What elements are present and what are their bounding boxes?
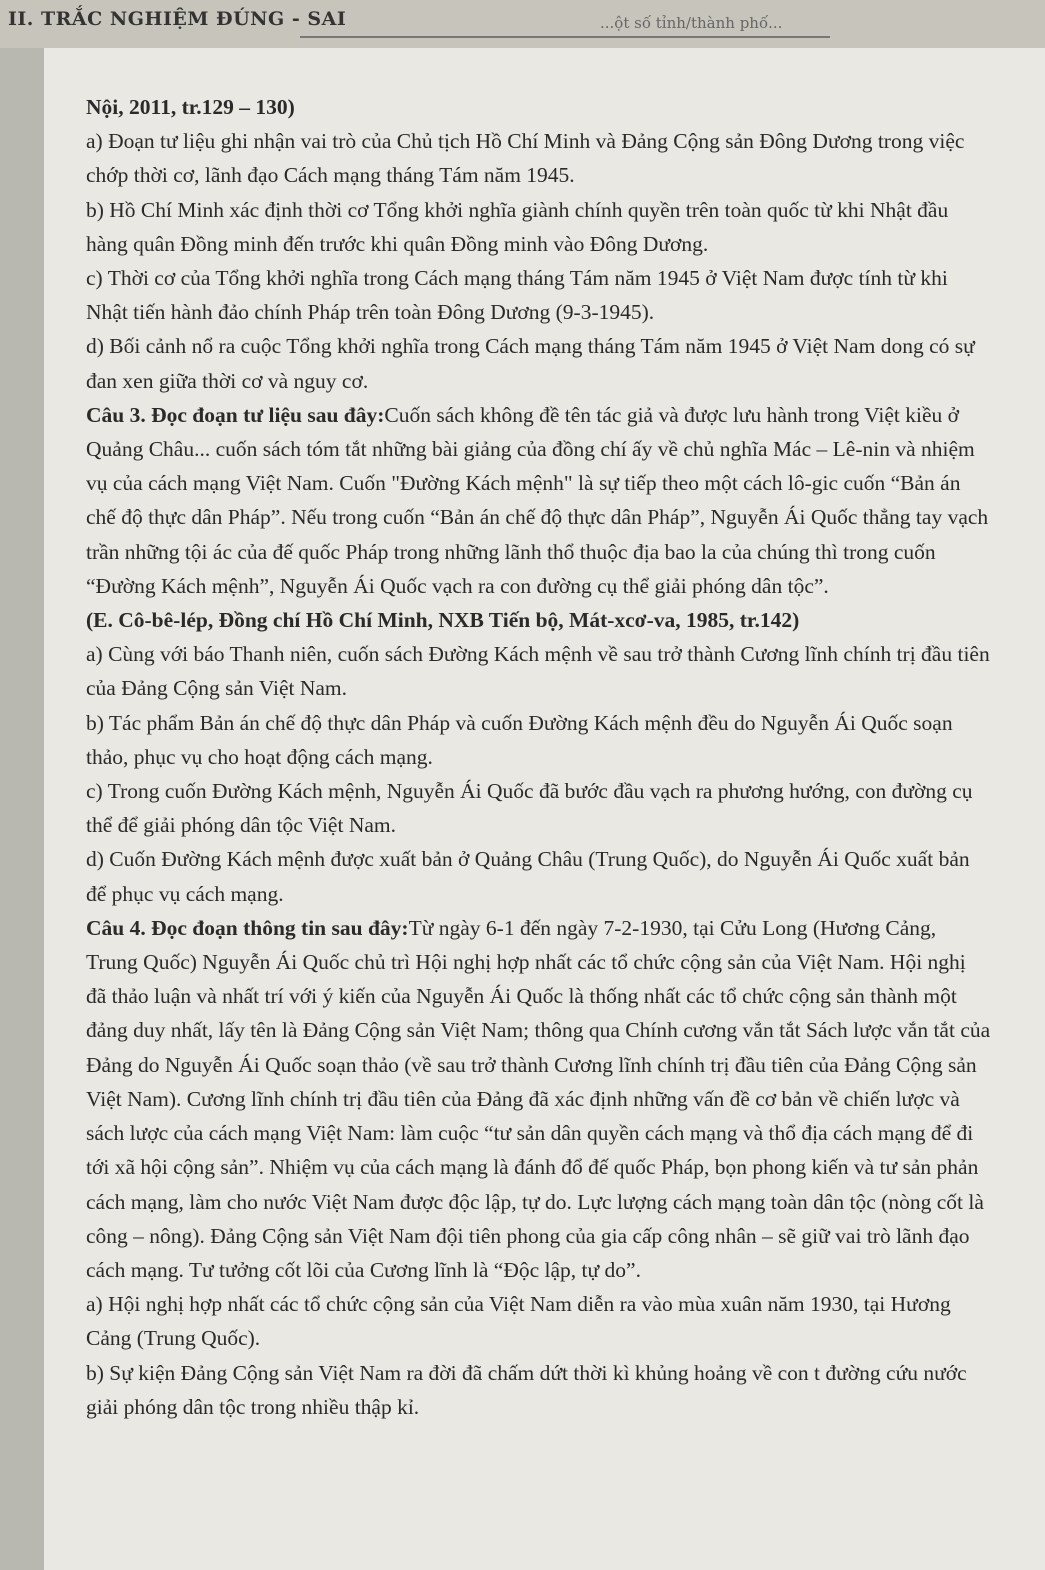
header-divider bbox=[300, 36, 830, 38]
q4-statement-b: b) Sự kiện Đảng Cộng sản Việt Nam ra đời đã chấm dứt thời kì khủng hoảng về con t đường cứu nước giải phóng dân tộc trong nhiều thập kỉ. bbox=[86, 1360, 967, 1419]
q3-statement-d: d) Cuốn Đường Kách mệnh được xuất bản ở Quảng Châu (Trung Quốc), do Nguyễn Ái Quốc xuất bản để phục vụ cách mạng. bbox=[86, 847, 970, 906]
section-title: II. TRẮC NGHIỆM ĐÚNG - SAI bbox=[8, 8, 347, 30]
q3-block bbox=[86, 398, 991, 603]
q2-statement-a: a) Đoạn tư liệu ghi nhận vai trò của Chủ tịch Hồ Chí Minh và Đảng Cộng sản Đông Dương trong việc chớp thời cơ, lãnh đạo Cách mạng tháng Tám năm 1945. bbox=[86, 129, 965, 188]
document-body bbox=[86, 90, 991, 1424]
q2-statement-d: d) Bối cảnh nổ ra cuộc Tổng khởi nghĩa trong Cách mạng tháng Tám năm 1945 ở Việt Nam dong có sự đan xen giữa thời cơ và nguy cơ. bbox=[86, 334, 975, 393]
q4-block bbox=[86, 911, 991, 1287]
q3-heading: Câu 3. Đọc đoạn tư liệu sau đây: bbox=[86, 402, 385, 427]
q3-source: (E. Cô-bê-lép, Đồng chí Hồ Chí Minh, NXB Tiến bộ, Mát-xcơ-va, 1985, tr.142) bbox=[86, 608, 800, 633]
q3-statement-a: a) Cùng với báo Thanh niên, cuốn sách Đường Kách mệnh về sau trở thành Cương lĩnh chính trị đầu tiên của Đảng Cộng sản Việt Nam. bbox=[86, 642, 990, 701]
faded-header-text: ...ột số tỉnh/thành phố... bbox=[600, 14, 783, 32]
q3-statement-c: c) Trong cuốn Đường Kách mệnh, Nguyễn Ái Quốc đã bước đầu vạch ra phương hướng, con đường cụ thể để giải phóng dân tộc Việt Nam. bbox=[86, 779, 973, 838]
q4-statement-a: a) Hội nghị hợp nhất các tổ chức cộng sản của Việt Nam diễn ra vào mùa xuân năm 1930, tại Hương Cảng (Trung Quốc). bbox=[86, 1292, 951, 1351]
q2-statement-c: c) Thời cơ của Tổng khởi nghĩa trong Cách mạng tháng Tám năm 1945 ở Việt Nam được tính từ khi Nhật tiến hành đảo chính Pháp trên toàn Đông Dương (9-3-1945). bbox=[86, 266, 948, 325]
q4-passage: Từ ngày 6-1 đến ngày 7-2-1930, tại Cửu Long (Hương Cảng, Trung Quốc) Nguyễn Ái Quốc chủ trì Hội nghị hợp nhất các tổ chức cộng sản của Việt Nam. Hội nghị đã thảo luận và nhất trí với ý kiến của Nguyễn Ái Quốc là thống nhất các tổ chức cộng sản thành một đảng duy nhất, lấy tên là Đảng Cộng sản Việt Nam; thông qua Chính cương vắn tắt Sách lược vắn tắt của Đảng do Nguyễn Ái Quốc soạn thảo (về sau trở thành Cương lĩnh chính trị đầu tiên của Đảng Cộng sản Việt Nam). Cương lĩnh chính trị đầu tiên của Đảng đã xác định những vấn đề cơ bản về chiến lược và sách lược của cách mạng Việt Nam: làm cuộc “tư sản dân quyền cách mạng và thổ địa cách mạng để đi tới xã hội cộng sản”. Nhiệm vụ của cách mạng là đánh đổ đế quốc Pháp, bọn phong kiến và tư sản phản cách mạng, làm cho nước Việt Nam được độc lập, tự do. Lực lượng cách mạng toàn dân tộc (nòng cốt là công – nông). Đảng Cộng sản Việt Nam đội tiên phong của gia cấp công nhân – sẽ giữ vai trò lãnh đạo cách mạng. Tư tưởng cốt lõi của Cương lĩnh là “Độc lập, tự do”. bbox=[86, 915, 991, 1282]
q3-statement-b: b) Tác phẩm Bản án chế độ thực dân Pháp và cuốn Đường Kách mệnh đều do Nguyễn Ái Quốc soạn thảo, phục vụ cho hoạt động cách mạng. bbox=[86, 710, 953, 769]
header-strip bbox=[0, 0, 1045, 48]
q2-statement-b: b) Hồ Chí Minh xác định thời cơ Tổng khởi nghĩa giành chính quyền trên toàn quốc từ khi Nhật đầu hàng quân Đồng minh đến trước khi quân Đồng minh vào Đông Dương. bbox=[86, 197, 949, 256]
q2-source-tail: Nội, 2011, tr.129 – 130) bbox=[86, 95, 295, 119]
q4-heading: Câu 4. Đọc đoạn thông tin sau đây: bbox=[86, 915, 409, 940]
q3-passage: Cuốn sách không đề tên tác giả và được lưu hành trong Việt kiều ở Quảng Châu... cuốn sách tóm tắt những bài giảng của đồng chí ấy về chủ nghĩa Mác – Lê-nin và nhiệm vụ của cách mạng Việt Nam. Cuốn "Đường Kách mệnh" là sự tiếp theo một cách lô-gic cuốn “Bản án chế độ thực dân Pháp”. Nếu trong cuốn “Bản án chế độ thực dân Pháp”, Nguyễn Ái Quốc thẳng tay vạch trần những tội ác của đế quốc Pháp trong những lãnh thổ thuộc địa bao la của chúng thì trong cuốn “Đường Kách mệnh”, Nguyễn Ái Quốc vạch ra con đường cụ thể giải phóng dân tộc”. bbox=[86, 402, 989, 598]
